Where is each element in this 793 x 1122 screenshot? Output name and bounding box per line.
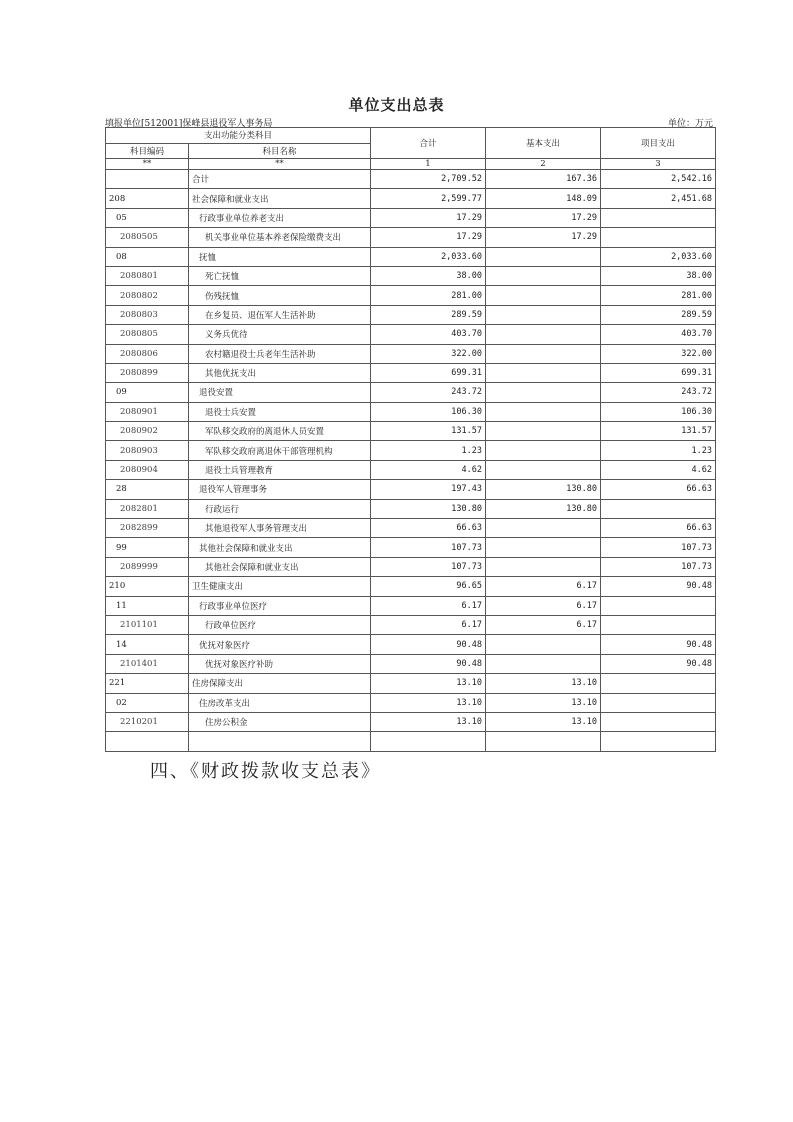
cell-basic (486, 325, 601, 344)
cell-name: 其他优抚支出 (189, 363, 371, 382)
cell-project: 322.00 (601, 344, 716, 363)
cell-project (601, 615, 716, 634)
cell-name: 住房改革支出 (189, 693, 371, 712)
table-row (106, 538, 716, 557)
expenditure-summary-table (105, 127, 716, 752)
cell-total: 403.70 (371, 325, 486, 344)
cell-total: 2,599.77 (371, 189, 486, 208)
cell-name: 死亡抚恤 (189, 266, 371, 285)
cell-code: 221 (106, 674, 189, 693)
cell-code: 208 (106, 189, 189, 208)
cell-code: 2080505 (106, 228, 189, 247)
cell-project (601, 499, 716, 518)
cell-name: 伤残抚恤 (189, 286, 371, 305)
cell-total: 699.31 (371, 363, 486, 382)
table-row (106, 674, 716, 693)
cell-total: 66.63 (371, 519, 486, 538)
cell-project: 90.48 (601, 635, 716, 654)
cell-name: 农村籍退役士兵老年生活补助 (189, 344, 371, 363)
table-row (106, 344, 716, 363)
cell-basic: 17.29 (486, 208, 601, 227)
cell-total: 13.10 (371, 693, 486, 712)
cell-basic: 13.10 (486, 674, 601, 693)
cell-total: 6.17 (371, 615, 486, 634)
cell-code: 2101401 (106, 654, 189, 673)
cell-name: 社会保障和就业支出 (189, 189, 371, 208)
cell-project (601, 596, 716, 615)
cell-basic (486, 344, 601, 363)
cell-basic: 167.36 (486, 170, 601, 189)
cell-project: 2,033.60 (601, 247, 716, 266)
cell-total: 6.17 (371, 596, 486, 615)
cell-code: 08 (106, 247, 189, 266)
cell-project: 2,542.16 (601, 170, 716, 189)
header-total: 合计 (371, 128, 486, 159)
cell-name: 行政单位医疗 (189, 615, 371, 634)
table-row (106, 305, 716, 324)
cell-total: 90.48 (371, 635, 486, 654)
table-row (106, 480, 716, 499)
cell-total: 281.00 (371, 286, 486, 305)
cell-code: 02 (106, 693, 189, 712)
index-project: 3 (601, 159, 716, 170)
cell-basic: 13.10 (486, 712, 601, 731)
cell-total: 17.29 (371, 228, 486, 247)
cell-total: 322.00 (371, 344, 486, 363)
cell-name: 其他退役军人事务管理支出 (189, 519, 371, 538)
cell-name: 机关事业单位基本养老保险缴费支出 (189, 228, 371, 247)
cell-name (189, 732, 371, 751)
cell-basic (486, 654, 601, 673)
cell-project: 243.72 (601, 383, 716, 402)
cell-basic (486, 635, 601, 654)
cell-project: 403.70 (601, 325, 716, 344)
cell-total: 2,709.52 (371, 170, 486, 189)
cell-basic (486, 441, 601, 460)
cell-project: 281.00 (601, 286, 716, 305)
cell-code: 2080899 (106, 363, 189, 382)
cell-project: 66.63 (601, 480, 716, 499)
cell-project: 131.57 (601, 422, 716, 441)
cell-project: 1.23 (601, 441, 716, 460)
cell-name: 抚恤 (189, 247, 371, 266)
cell-basic (486, 305, 601, 324)
cell-name: 优抚对象医疗 (189, 635, 371, 654)
cell-name: 退役军人管理事务 (189, 480, 371, 499)
cell-code: 2080806 (106, 344, 189, 363)
table-row (106, 402, 716, 421)
cell-total: 131.57 (371, 422, 486, 441)
cell-code: 11 (106, 596, 189, 615)
cell-basic: 6.17 (486, 596, 601, 615)
cell-basic (486, 557, 601, 576)
cell-basic: 6.17 (486, 577, 601, 596)
cell-total: 197.43 (371, 480, 486, 499)
header-name: 科目名称 (189, 143, 371, 159)
cell-total: 289.59 (371, 305, 486, 324)
cell-code: 2082899 (106, 519, 189, 538)
table-row (106, 712, 716, 731)
cell-code: 2082801 (106, 499, 189, 518)
cell-total: 38.00 (371, 266, 486, 285)
cell-project: 106.30 (601, 402, 716, 421)
cell-code (106, 170, 189, 189)
table-row (106, 557, 716, 576)
cell-code: 09 (106, 383, 189, 402)
cell-name: 退役士兵管理教育 (189, 460, 371, 479)
cell-project: 90.48 (601, 654, 716, 673)
cell-total: 13.10 (371, 712, 486, 731)
cell-project (601, 732, 716, 751)
table-row (106, 266, 716, 285)
currency-unit-label: 单位：万元 (667, 119, 713, 129)
table-row (106, 519, 716, 538)
cell-basic (486, 383, 601, 402)
cell-code: 28 (106, 480, 189, 499)
table-row (106, 693, 716, 712)
cell-name: 义务兵优待 (189, 325, 371, 344)
table-row (106, 732, 716, 751)
reporting-unit-label: 填报单位[512001]保峰县退役军人事务局 (105, 119, 273, 129)
table-row (106, 460, 716, 479)
cell-code: 05 (106, 208, 189, 227)
cell-project (601, 228, 716, 247)
cell-code: 14 (106, 635, 189, 654)
cell-name: 行政事业单位医疗 (189, 596, 371, 615)
cell-code: 99 (106, 538, 189, 557)
cell-code: 2080802 (106, 286, 189, 305)
cell-total: 13.10 (371, 674, 486, 693)
table-row (106, 170, 716, 189)
page-title: 单位支出总表 (348, 96, 445, 114)
cell-basic: 17.29 (486, 228, 601, 247)
cell-name: 军队移交政府离退休干部管理机构 (189, 441, 371, 460)
cell-total: 243.72 (371, 383, 486, 402)
cell-basic (486, 460, 601, 479)
cell-name: 住房保障支出 (189, 674, 371, 693)
cell-code: 210 (106, 577, 189, 596)
cell-code: 2080904 (106, 460, 189, 479)
cell-basic (486, 266, 601, 285)
cell-code: 2101101 (106, 615, 189, 634)
table-row (106, 441, 716, 460)
table-row (106, 286, 716, 305)
cell-total: 1.23 (371, 441, 486, 460)
cell-name: 卫生健康支出 (189, 577, 371, 596)
cell-basic (486, 422, 601, 441)
cell-code: 2080803 (106, 305, 189, 324)
cell-basic: 130.80 (486, 499, 601, 518)
cell-project: 2,451.68 (601, 189, 716, 208)
table-row (106, 422, 716, 441)
cell-project: 289.59 (601, 305, 716, 324)
table-row (106, 247, 716, 266)
cell-project: 90.48 (601, 577, 716, 596)
cell-total: 130.80 (371, 499, 486, 518)
table-row (106, 383, 716, 402)
cell-basic (486, 286, 601, 305)
cell-basic (486, 363, 601, 382)
index-basic: 2 (486, 159, 601, 170)
cell-total: 17.29 (371, 208, 486, 227)
cell-basic (486, 247, 601, 266)
table-row (106, 577, 716, 596)
cell-code (106, 732, 189, 751)
table-row (106, 615, 716, 634)
cell-code: 2080902 (106, 422, 189, 441)
cell-name: 军队移交政府的离退休人员安置 (189, 422, 371, 441)
cell-name: 行政事业单位养老支出 (189, 208, 371, 227)
index-total: 1 (371, 159, 486, 170)
table-header-row (106, 128, 716, 144)
table-row (106, 596, 716, 615)
header-code: 科目编码 (106, 143, 189, 159)
table-row (106, 228, 716, 247)
cell-project: 107.73 (601, 538, 716, 557)
cell-total (371, 732, 486, 751)
cell-basic: 13.10 (486, 693, 601, 712)
cell-basic (486, 732, 601, 751)
cell-project: 107.73 (601, 557, 716, 576)
cell-name: 退役安置 (189, 383, 371, 402)
cell-name: 行政运行 (189, 499, 371, 518)
cell-name: 优抚对象医疗补助 (189, 654, 371, 673)
cell-basic (486, 538, 601, 557)
cell-project (601, 693, 716, 712)
cell-total: 96.65 (371, 577, 486, 596)
cell-basic: 6.17 (486, 615, 601, 634)
cell-total: 4.62 (371, 460, 486, 479)
cell-basic: 148.09 (486, 189, 601, 208)
cell-basic (486, 519, 601, 538)
cell-name: 合计 (189, 170, 371, 189)
table-row (106, 325, 716, 344)
cell-basic (486, 402, 601, 421)
header-category-group: 支出功能分类科目 (106, 128, 371, 144)
cell-name: 退役士兵安置 (189, 402, 371, 421)
table-row (106, 635, 716, 654)
header-basic: 基本支出 (486, 128, 601, 159)
header-project: 项目支出 (601, 128, 716, 159)
cell-code: 2080801 (106, 266, 189, 285)
cell-project (601, 208, 716, 227)
cell-code: 2080903 (106, 441, 189, 460)
table-row (106, 189, 716, 208)
cell-total: 107.73 (371, 557, 486, 576)
cell-project: 38.00 (601, 266, 716, 285)
section-heading: 四、《财政拨款收支总表》 (150, 761, 381, 782)
cell-basic: 130.80 (486, 480, 601, 499)
cell-name: 其他社会保障和就业支出 (189, 557, 371, 576)
cell-total: 106.30 (371, 402, 486, 421)
cell-name: 住房公积金 (189, 712, 371, 731)
cell-project (601, 674, 716, 693)
table-index-row (106, 159, 716, 170)
cell-project: 4.62 (601, 460, 716, 479)
cell-total: 2,033.60 (371, 247, 486, 266)
cell-name: 其他社会保障和就业支出 (189, 538, 371, 557)
cell-project: 699.31 (601, 363, 716, 382)
index-name: ** (189, 159, 371, 170)
table-row (106, 363, 716, 382)
cell-project (601, 712, 716, 731)
cell-code: 2080901 (106, 402, 189, 421)
cell-total: 90.48 (371, 654, 486, 673)
table-row (106, 499, 716, 518)
index-code: ** (106, 159, 189, 170)
cell-code: 2210201 (106, 712, 189, 731)
table-row (106, 654, 716, 673)
cell-project: 66.63 (601, 519, 716, 538)
cell-total: 107.73 (371, 538, 486, 557)
cell-code: 2080805 (106, 325, 189, 344)
cell-name: 在乡复员、退伍军人生活补助 (189, 305, 371, 324)
cell-code: 2089999 (106, 557, 189, 576)
table-row (106, 208, 716, 227)
